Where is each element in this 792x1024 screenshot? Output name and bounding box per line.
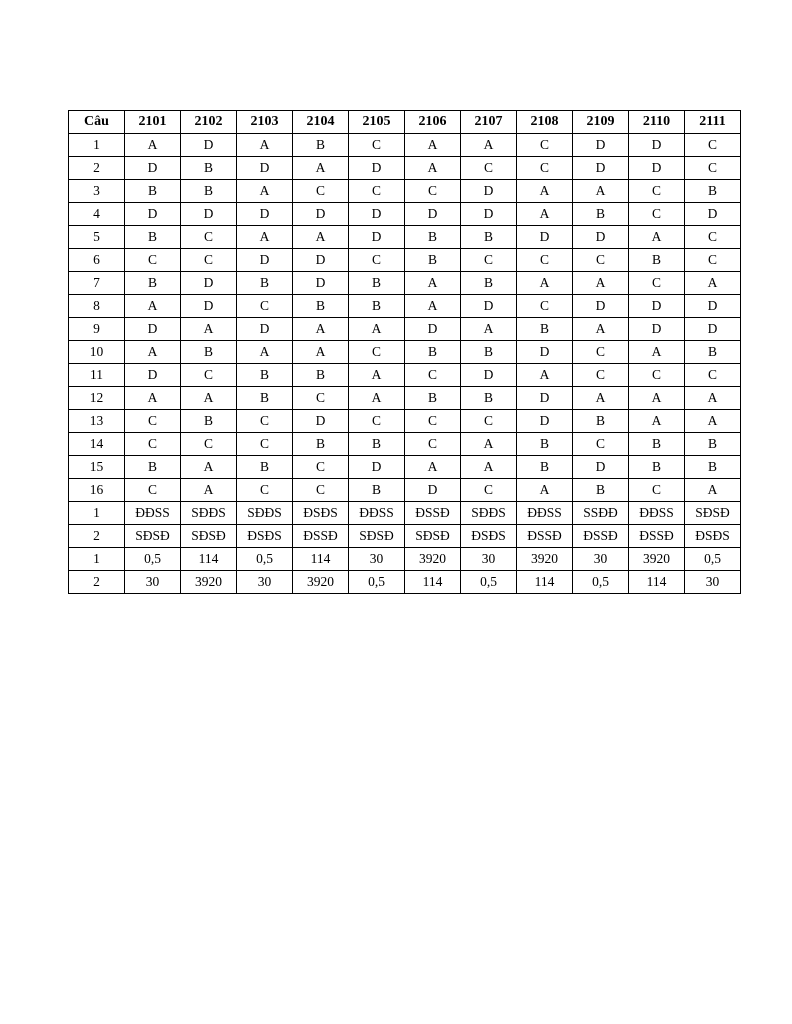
table-cell: C (461, 249, 517, 272)
table-cell: D (461, 295, 517, 318)
table-cell: A (125, 341, 181, 364)
table-cell: 3920 (517, 548, 573, 571)
table-cell: C (405, 433, 461, 456)
table-header-cell: 2109 (573, 111, 629, 134)
table-cell: A (181, 456, 237, 479)
table-cell: 30 (349, 548, 405, 571)
table-cell: C (685, 134, 741, 157)
table-cell: D (181, 272, 237, 295)
table-cell: D (517, 226, 573, 249)
table-cell: 3920 (181, 571, 237, 594)
table-cell: 0,5 (685, 548, 741, 571)
table-cell: B (517, 456, 573, 479)
table-cell: A (125, 387, 181, 410)
table-cell: D (293, 272, 349, 295)
table-cell: B (125, 456, 181, 479)
row-label: 6 (69, 249, 125, 272)
table-cell: D (573, 295, 629, 318)
table-cell: B (349, 433, 405, 456)
table-cell: D (349, 456, 405, 479)
table-cell: C (125, 479, 181, 502)
table-cell: 0,5 (461, 571, 517, 594)
table-row (69, 456, 741, 479)
table-row (69, 134, 741, 157)
table-cell: D (573, 157, 629, 180)
table-cell: B (461, 272, 517, 295)
table-cell: ĐSĐS (461, 525, 517, 548)
table-header-cell: 2107 (461, 111, 517, 134)
table-cell: A (293, 318, 349, 341)
table-cell: ĐĐSS (349, 502, 405, 525)
table-cell: 3920 (405, 548, 461, 571)
table-cell: C (461, 410, 517, 433)
table-row (69, 525, 741, 548)
table-cell: A (629, 341, 685, 364)
table-cell: C (461, 157, 517, 180)
table-cell: B (181, 157, 237, 180)
table-cell: A (461, 456, 517, 479)
row-label: 8 (69, 295, 125, 318)
table-cell: A (685, 410, 741, 433)
table-cell: ĐSSĐ (629, 525, 685, 548)
table-cell: B (685, 341, 741, 364)
table-cell: C (405, 180, 461, 203)
table-cell: A (461, 134, 517, 157)
table-cell: A (125, 295, 181, 318)
table-cell: A (685, 479, 741, 502)
answer-table-container (68, 110, 741, 594)
table-cell: D (517, 341, 573, 364)
table-cell: C (405, 364, 461, 387)
table-cell: D (517, 387, 573, 410)
table-header-cell: 2105 (349, 111, 405, 134)
table-cell: C (349, 341, 405, 364)
table-cell: B (181, 180, 237, 203)
table-row (69, 410, 741, 433)
table-cell: D (293, 203, 349, 226)
table-cell: A (181, 387, 237, 410)
row-label: 1 (69, 134, 125, 157)
table-cell: A (461, 433, 517, 456)
table-cell: C (405, 410, 461, 433)
table-cell: A (405, 272, 461, 295)
table-cell: B (629, 433, 685, 456)
table-cell: 114 (629, 571, 685, 594)
table-cell: B (237, 272, 293, 295)
table-cell: SSĐĐ (573, 502, 629, 525)
table-cell: A (517, 364, 573, 387)
table-cell: C (293, 387, 349, 410)
table-cell: D (181, 295, 237, 318)
table-cell: C (629, 272, 685, 295)
row-label: 15 (69, 456, 125, 479)
table-cell: B (181, 410, 237, 433)
row-label: 2 (69, 571, 125, 594)
table-cell: A (181, 318, 237, 341)
table-cell: A (237, 134, 293, 157)
table-cell: A (517, 180, 573, 203)
table-cell: A (349, 387, 405, 410)
table-cell: D (405, 203, 461, 226)
row-label: 2 (69, 525, 125, 548)
table-cell: C (517, 157, 573, 180)
table-cell: A (517, 272, 573, 295)
row-label: 5 (69, 226, 125, 249)
row-label: 16 (69, 479, 125, 502)
row-label: 1 (69, 548, 125, 571)
table-cell: D (293, 410, 349, 433)
table-cell: C (237, 295, 293, 318)
table-cell: C (237, 433, 293, 456)
table-cell: D (349, 203, 405, 226)
table-cell: A (237, 226, 293, 249)
table-cell: D (349, 157, 405, 180)
table-cell: SĐSĐ (181, 525, 237, 548)
table-cell: D (125, 318, 181, 341)
table-cell: B (517, 433, 573, 456)
table-cell: SĐĐS (461, 502, 517, 525)
table-cell: D (125, 203, 181, 226)
table-cell: D (629, 318, 685, 341)
table-row (69, 203, 741, 226)
table-cell: C (517, 134, 573, 157)
table-cell: B (573, 203, 629, 226)
table-cell: D (181, 134, 237, 157)
table-cell: D (461, 180, 517, 203)
table-cell: 0,5 (349, 571, 405, 594)
table-cell: B (685, 180, 741, 203)
table-cell: A (461, 318, 517, 341)
row-label: 7 (69, 272, 125, 295)
table-cell: ĐĐSS (125, 502, 181, 525)
table-cell: A (237, 341, 293, 364)
table-cell: D (237, 157, 293, 180)
table-cell: C (685, 157, 741, 180)
table-cell: B (573, 410, 629, 433)
table-row (69, 180, 741, 203)
table-cell: C (293, 180, 349, 203)
table-cell: B (573, 479, 629, 502)
table-cell: C (125, 433, 181, 456)
table-cell: D (573, 134, 629, 157)
table-cell: B (405, 341, 461, 364)
table-cell: A (181, 479, 237, 502)
table-cell: C (349, 249, 405, 272)
table-header-cell: 2111 (685, 111, 741, 134)
table-cell: D (349, 226, 405, 249)
table-cell: C (573, 433, 629, 456)
table-cell: A (573, 387, 629, 410)
table-cell: C (181, 433, 237, 456)
table-cell: A (349, 364, 405, 387)
table-cell: B (461, 341, 517, 364)
table-cell: A (125, 134, 181, 157)
table-cell: C (349, 410, 405, 433)
table-cell: C (629, 180, 685, 203)
table-cell: ĐSSĐ (405, 502, 461, 525)
table-cell: 3920 (629, 548, 685, 571)
table-header-cell: 2106 (405, 111, 461, 134)
table-cell: A (293, 226, 349, 249)
row-label: 1 (69, 502, 125, 525)
table-cell: D (629, 134, 685, 157)
table-cell: C (573, 341, 629, 364)
row-label: 11 (69, 364, 125, 387)
table-cell: 114 (181, 548, 237, 571)
table-cell: D (293, 249, 349, 272)
table-cell: B (237, 364, 293, 387)
row-label: 10 (69, 341, 125, 364)
table-cell: A (293, 341, 349, 364)
table-row (69, 502, 741, 525)
table-cell: D (125, 157, 181, 180)
table-cell: C (685, 226, 741, 249)
table-row (69, 364, 741, 387)
table-cell: C (685, 249, 741, 272)
table-header-cell: 2108 (517, 111, 573, 134)
table-cell: A (349, 318, 405, 341)
table-cell: C (685, 364, 741, 387)
table-cell: ĐSSĐ (517, 525, 573, 548)
table-cell: B (685, 433, 741, 456)
row-label: 12 (69, 387, 125, 410)
table-cell: C (349, 134, 405, 157)
table-cell: B (181, 341, 237, 364)
table-cell: 114 (293, 548, 349, 571)
table-row (69, 548, 741, 571)
table-cell: A (517, 479, 573, 502)
table-cell: C (293, 456, 349, 479)
table-cell: D (517, 410, 573, 433)
table-row (69, 272, 741, 295)
table-cell: SĐĐS (181, 502, 237, 525)
table-cell: A (405, 134, 461, 157)
table-cell: B (405, 226, 461, 249)
table-cell: D (629, 295, 685, 318)
table-cell: B (293, 433, 349, 456)
table-cell: C (125, 410, 181, 433)
table-cell: A (405, 157, 461, 180)
table-cell: B (293, 134, 349, 157)
table-cell: C (573, 364, 629, 387)
table-row (69, 226, 741, 249)
table-row (69, 571, 741, 594)
table-cell: C (573, 249, 629, 272)
table-header-cell: 2110 (629, 111, 685, 134)
table-cell: SĐSĐ (125, 525, 181, 548)
table-cell: C (181, 364, 237, 387)
table-cell: C (293, 479, 349, 502)
table-cell: B (349, 479, 405, 502)
table-cell: C (629, 364, 685, 387)
table-cell: A (573, 180, 629, 203)
table-header-cell: 2102 (181, 111, 237, 134)
table-cell: C (181, 226, 237, 249)
table-cell: A (685, 272, 741, 295)
table-cell: B (349, 272, 405, 295)
table-cell: A (573, 272, 629, 295)
table-cell: ĐSĐS (237, 525, 293, 548)
table-cell: D (405, 318, 461, 341)
table-cell: C (517, 249, 573, 272)
table-cell: 3920 (293, 571, 349, 594)
table-cell: B (517, 318, 573, 341)
table-row (69, 157, 741, 180)
table-cell: A (405, 456, 461, 479)
table-cell: A (573, 318, 629, 341)
table-cell: D (237, 318, 293, 341)
row-label: 4 (69, 203, 125, 226)
table-cell: SĐSĐ (405, 525, 461, 548)
table-cell: B (629, 249, 685, 272)
table-cell: B (629, 456, 685, 479)
table-cell: D (181, 203, 237, 226)
table-cell: B (405, 387, 461, 410)
table-cell: C (517, 295, 573, 318)
table-row (69, 387, 741, 410)
table-cell: ĐSĐS (685, 525, 741, 548)
table-cell: C (349, 180, 405, 203)
table-cell: C (237, 410, 293, 433)
table-cell: ĐSSĐ (573, 525, 629, 548)
table-cell: A (629, 226, 685, 249)
table-cell: A (293, 157, 349, 180)
table-cell: 0,5 (573, 571, 629, 594)
table-cell: B (237, 456, 293, 479)
table-cell: D (461, 364, 517, 387)
table-cell: A (405, 295, 461, 318)
row-label: 3 (69, 180, 125, 203)
table-cell: B (125, 180, 181, 203)
table-cell: 0,5 (125, 548, 181, 571)
table-row (69, 318, 741, 341)
table-cell: ĐĐSS (629, 502, 685, 525)
table-cell: B (293, 295, 349, 318)
table-cell: B (405, 249, 461, 272)
row-label: 9 (69, 318, 125, 341)
table-cell: 30 (573, 548, 629, 571)
table-header-cell: 2103 (237, 111, 293, 134)
table-cell: B (125, 226, 181, 249)
table-cell: A (685, 387, 741, 410)
table-header-cell: 2104 (293, 111, 349, 134)
table-cell: B (461, 226, 517, 249)
table-cell: D (461, 203, 517, 226)
table-cell: 30 (461, 548, 517, 571)
table-row (69, 249, 741, 272)
table-cell: B (125, 272, 181, 295)
table-cell: D (629, 157, 685, 180)
table-cell: 30 (125, 571, 181, 594)
table-row (69, 341, 741, 364)
table-cell: A (237, 180, 293, 203)
table-cell: C (181, 249, 237, 272)
table-cell: B (461, 387, 517, 410)
table-cell: A (629, 387, 685, 410)
table-cell: B (293, 364, 349, 387)
table-cell: D (573, 456, 629, 479)
table-cell: B (237, 387, 293, 410)
table-cell: ĐSSĐ (293, 525, 349, 548)
table-cell: D (573, 226, 629, 249)
table-cell: D (405, 479, 461, 502)
table-cell: A (517, 203, 573, 226)
row-label: 2 (69, 157, 125, 180)
table-cell: B (349, 295, 405, 318)
table-cell: D (125, 364, 181, 387)
table-cell: 0,5 (237, 548, 293, 571)
table-cell: A (629, 410, 685, 433)
table-cell: SĐSĐ (685, 502, 741, 525)
table-cell: C (629, 479, 685, 502)
table-cell: ĐSĐS (293, 502, 349, 525)
table-cell: C (125, 249, 181, 272)
table-cell: D (237, 249, 293, 272)
table-cell: C (461, 479, 517, 502)
table-header-cell: Câu (69, 111, 125, 134)
table-cell: C (237, 479, 293, 502)
table-row (69, 479, 741, 502)
table-cell: 114 (517, 571, 573, 594)
table-cell: ĐĐSS (517, 502, 573, 525)
table-cell: 114 (405, 571, 461, 594)
table-cell: 30 (685, 571, 741, 594)
table-row (69, 433, 741, 456)
row-label: 14 (69, 433, 125, 456)
table-cell: D (685, 203, 741, 226)
table-cell: D (685, 295, 741, 318)
table-cell: D (685, 318, 741, 341)
table-row (69, 295, 741, 318)
table-cell: SĐĐS (237, 502, 293, 525)
table-header-row (69, 111, 741, 134)
table-cell: B (685, 456, 741, 479)
table-cell: D (237, 203, 293, 226)
table-cell: SĐSĐ (349, 525, 405, 548)
table-header-cell: 2101 (125, 111, 181, 134)
table-cell: C (629, 203, 685, 226)
answer-key-table (68, 110, 741, 594)
row-label: 13 (69, 410, 125, 433)
table-cell: 30 (237, 571, 293, 594)
